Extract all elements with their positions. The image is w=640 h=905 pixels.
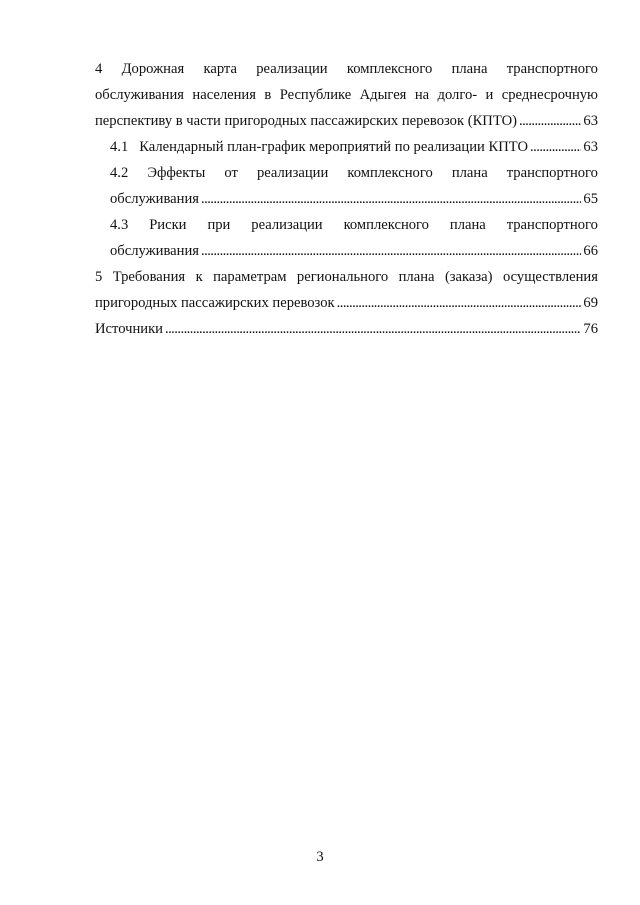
toc-entry-line xyxy=(95,290,598,316)
toc-entry-text: 4.1 Календарный план-график мероприятий по реализации КПТО xyxy=(110,139,529,155)
toc-word: комплексного xyxy=(343,217,429,233)
toc-page-number: 63 xyxy=(583,113,598,129)
toc-entry-line xyxy=(95,264,598,290)
toc-word: среднесрочную xyxy=(501,87,598,103)
toc-entry-line xyxy=(110,160,598,186)
toc-word: комплексного xyxy=(347,165,433,181)
toc-entry-4-3[interactable] xyxy=(110,212,598,264)
toc-entry-line xyxy=(110,212,598,238)
toc-entry-4-2[interactable] xyxy=(110,160,598,212)
toc-word: осуществления xyxy=(502,269,598,285)
toc-entry-line xyxy=(110,238,598,264)
toc-word: в xyxy=(264,87,272,103)
toc-entry-line xyxy=(95,56,598,82)
dot-leader xyxy=(337,290,582,316)
toc-entry-text: обслуживания xyxy=(110,243,199,259)
toc-word: транспортного xyxy=(506,165,598,181)
toc-word: параметрам xyxy=(213,269,287,285)
toc-entry-4[interactable] xyxy=(95,56,598,134)
toc-entry-text: обслуживания xyxy=(110,191,199,207)
toc-word: реализации xyxy=(256,61,328,77)
toc-entry-line xyxy=(95,316,598,342)
toc-page-number: 69 xyxy=(583,295,598,311)
toc-word: 4.2 xyxy=(110,165,129,181)
toc-word: Дорожная xyxy=(121,61,185,77)
toc-word: плана xyxy=(449,217,486,233)
toc-word: реализации xyxy=(251,217,323,233)
toc-word: (заказа) xyxy=(444,269,493,285)
toc-page-number: 76 xyxy=(583,321,598,337)
toc-word: Республике xyxy=(279,87,352,103)
toc-entry-line xyxy=(95,82,598,108)
toc-word: обслуживания xyxy=(95,87,184,103)
toc-page-number: 66 xyxy=(583,243,598,259)
toc-word: от xyxy=(224,165,238,181)
toc-page-number: 63 xyxy=(583,139,598,155)
toc-word: карта xyxy=(203,61,237,77)
toc-word: реализации xyxy=(256,165,329,181)
toc-entry-text: Источники xyxy=(95,321,163,337)
toc-word: плана xyxy=(451,165,488,181)
toc-entry-sources[interactable] xyxy=(95,316,598,342)
toc-word: и xyxy=(485,87,494,103)
toc-word: плана xyxy=(398,269,435,285)
toc-word: 5 xyxy=(95,269,103,285)
toc-word: долго- xyxy=(437,87,478,103)
toc-word: к xyxy=(195,269,203,285)
toc-word: 4 xyxy=(95,61,103,77)
toc-word: транспортного xyxy=(506,217,598,233)
dot-leader xyxy=(519,108,581,134)
toc-word: плана xyxy=(451,61,488,77)
toc-entry-text: пригородных пассажирских перевозок xyxy=(95,295,335,311)
toc-word: Требования xyxy=(112,269,186,285)
toc-entry-line xyxy=(110,186,598,212)
toc-word: на xyxy=(414,87,430,103)
toc-entry-line xyxy=(95,108,598,134)
toc-entry-line xyxy=(110,134,598,160)
dot-leader xyxy=(165,316,581,342)
toc-entry-4-1[interactable] xyxy=(110,134,598,160)
page-number: 3 xyxy=(316,849,324,865)
toc-word: 4.3 xyxy=(110,217,129,233)
toc-word: при xyxy=(207,217,231,233)
toc-word: транспортного xyxy=(506,61,598,77)
dot-leader xyxy=(201,238,581,264)
toc-word: регионального xyxy=(296,269,389,285)
toc-entry-text: перспективу в части пригородных пассажирских перевозок (КПТО) xyxy=(95,113,517,129)
toc-entry-5[interactable] xyxy=(95,264,598,316)
toc-word: населения xyxy=(192,87,256,103)
toc-word: комплексного xyxy=(346,61,433,77)
toc-word: Риски xyxy=(149,217,187,233)
dot-leader xyxy=(530,134,581,160)
toc-word: Эффекты xyxy=(147,165,206,181)
toc-page-number: 65 xyxy=(583,191,598,207)
dot-leader xyxy=(201,186,581,212)
toc-word: Адыгея xyxy=(359,87,407,103)
table-of-contents xyxy=(95,56,598,342)
